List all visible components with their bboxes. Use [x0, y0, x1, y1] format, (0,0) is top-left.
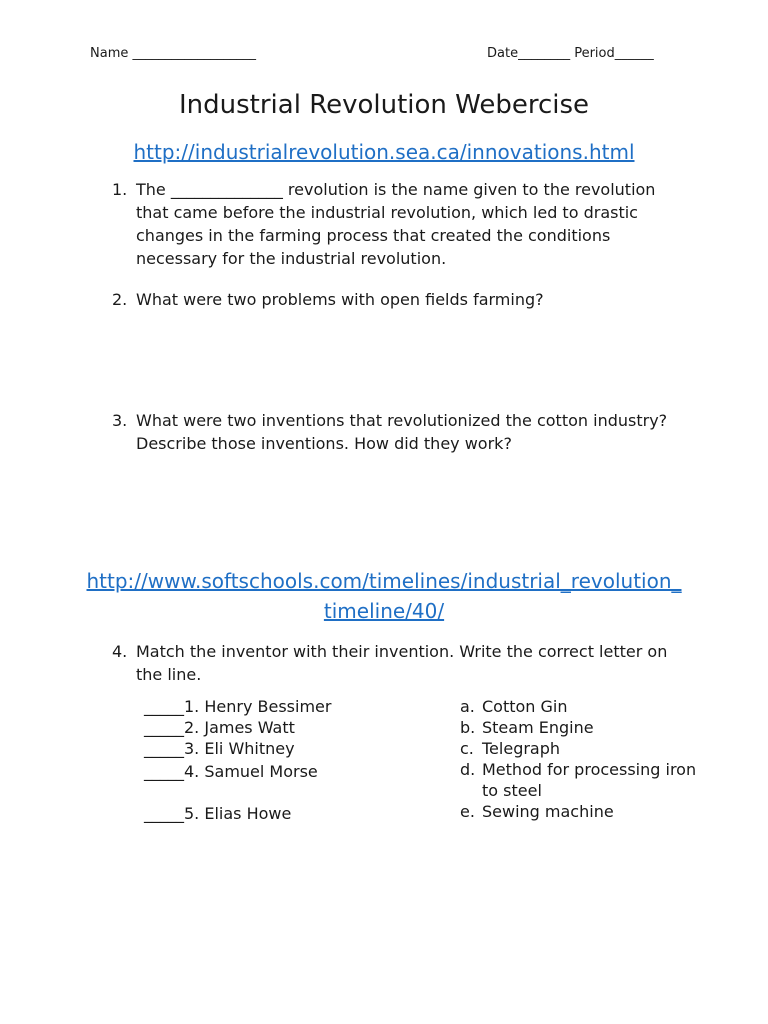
page-title: Industrial Revolution Webercise [178, 90, 590, 120]
question-3 [112, 409, 672, 455]
inventor-item: _____1. Henry Bessimer [144, 697, 332, 716]
invention-item [460, 759, 712, 801]
invention-item [460, 717, 720, 738]
inventor-list [144, 696, 331, 824]
invention-text: Method for processing iron to steel [482, 760, 697, 800]
invention-text: Steam Engine [482, 718, 594, 737]
inventor-item: _____5. Elias Howe [144, 804, 292, 823]
question-text: Match the inventor with their invention. Write the correct letter on the line. [136, 642, 668, 684]
question-number: 1. [112, 180, 128, 199]
invention-letter: d. [460, 760, 476, 779]
question-4 [112, 640, 672, 686]
question-number: 2. [112, 290, 128, 309]
invention-item [460, 696, 720, 717]
question-number: 3. [112, 411, 128, 430]
question-text: The ______________ revolution is the name given to the revolution that came before the industrial revolution, which led to drastic changes in the farming process that created the conditions necessary for the industrial revolution. [136, 180, 656, 268]
name-field: Name ___________________ [90, 46, 256, 61]
innovations-link[interactable]: http://industrialrevolution.sea.ca/innovations.html [133, 140, 635, 164]
invention-text: Cotton Gin [482, 697, 568, 716]
question-text: What were two inventions that revolutionized the cotton industry? Describe those inventions. How did they work? [136, 411, 668, 453]
date-period-field: Date________ Period______ [487, 46, 654, 61]
invention-item [460, 738, 720, 759]
question-text: What were two problems with open fields farming? [136, 290, 544, 309]
question-2 [112, 288, 672, 311]
question-1 [112, 178, 672, 270]
invention-item [460, 801, 720, 822]
inventor-item: _____2. James Watt [144, 718, 295, 737]
inventor-item: _____3. Eli Whitney [144, 739, 295, 758]
invention-letter: e. [460, 802, 475, 821]
question-number: 4. [112, 642, 128, 661]
invention-letter: a. [460, 697, 475, 716]
invention-text: Sewing machine [482, 802, 614, 821]
inventor-item: _____4. Samuel Morse [144, 762, 318, 781]
invention-list [460, 696, 720, 822]
timeline-link[interactable]: http://www.softschools.com/timelines/industrial_revolution_timeline/40/ [86, 569, 682, 623]
invention-text: Telegraph [482, 739, 561, 758]
invention-letter: b. [460, 718, 476, 737]
invention-letter: c. [460, 739, 474, 758]
